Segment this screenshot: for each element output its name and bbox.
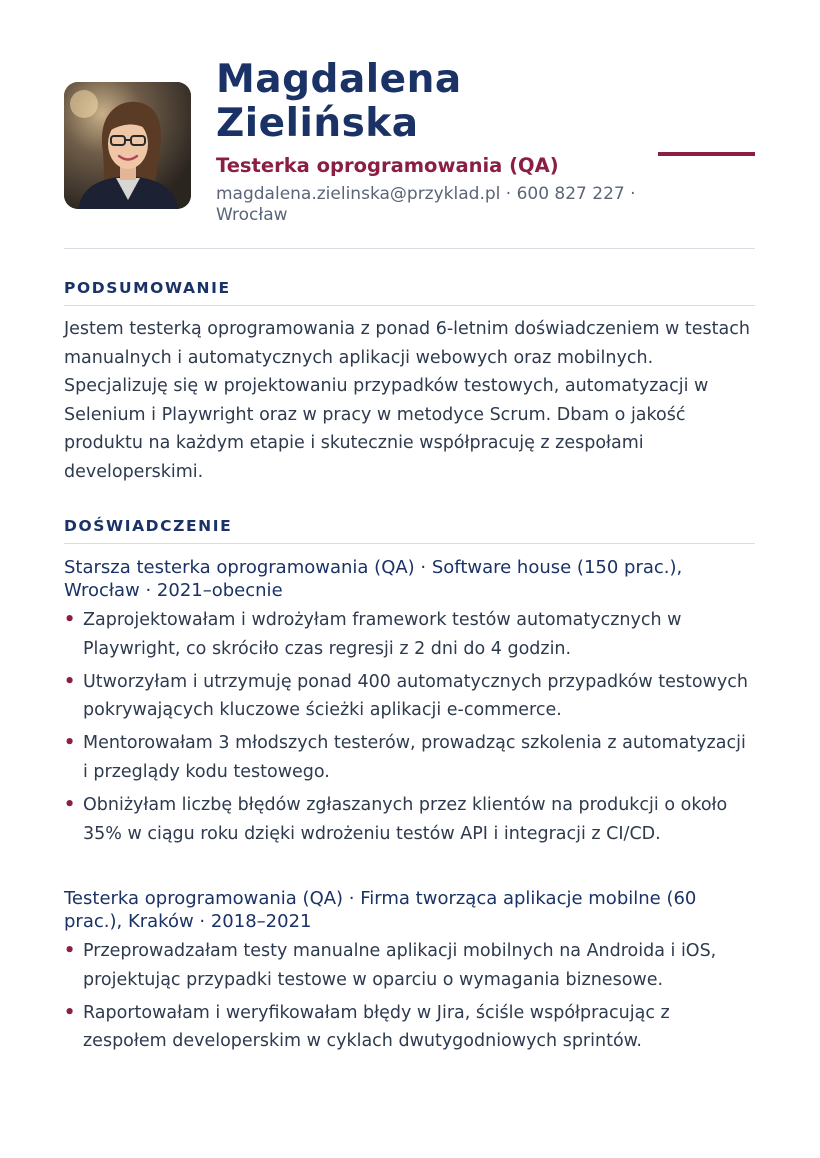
list-item	[64, 999, 755, 1057]
bullet-icon: •	[64, 941, 76, 961]
profile-photo	[64, 82, 191, 209]
header-divider	[64, 248, 755, 249]
bullet-icon: •	[64, 671, 76, 692]
summary-text: Jestem testerką oprogramowania z ponad 6-letnim doświadczeniem w testach manualnych i automatycznych aplikacji webowych oraz mobilnych. Specjalizuję się w projektowaniu przypadków testowych, automatyzacji w Selenium i Playwright oraz w pracy w metodyce Scrum. Dbam o jakość produktu na każdym etapie i skutecznie współpracuję z zespołami developerskimi.	[64, 319, 750, 482]
bullet-text: Przeprowadzałam testy manualne aplikacji mobilnych na Androida i iOS, projektując przypadki testowe w oparciu o wymagania biznesowe.	[83, 941, 717, 990]
profile-photo-illustration	[64, 82, 191, 209]
job-header: Starsza testerka oprogramowania (QA) · Software house (150 prac.), Wrocław · 2021–obecnie	[64, 557, 683, 601]
candidate-first-name: Magdalena	[216, 57, 462, 102]
bullet-text: Obniżyłam liczbę błędów zgłaszanych przez klientów na produkcji o około 35% w ciągu roku dzięki wdrożeniu testów API i integracji z CI/CD.	[83, 794, 728, 844]
name-block	[216, 58, 636, 226]
list-item	[64, 729, 755, 787]
resume-header	[64, 58, 755, 234]
experience-section-title: DOŚWIADCZENIE	[64, 517, 755, 544]
bullet-icon: •	[64, 733, 76, 754]
candidate-name	[216, 58, 636, 146]
candidate-role: Testerka oprogramowania (QA)	[216, 154, 559, 177]
bullet-text: Zaprojektowałam i wdrożyłam framework testów automatycznych w Playwright, co skróciło czas regresji z 2 dni do 4 godzin.	[83, 610, 682, 659]
job-bullet-list	[64, 937, 755, 1056]
job-header: Testerka oprogramowania (QA) · Firma tworząca aplikacje mobilne (60 prac.), Kraków · 2018–2021	[64, 888, 697, 932]
job-bullet-list	[64, 606, 755, 848]
list-item	[64, 606, 755, 664]
list-item	[64, 937, 755, 995]
contact-info: magdalena.zielinska@przyklad.pl · 600 827 227 · Wrocław	[216, 184, 636, 225]
job-entry	[64, 887, 755, 1060]
bullet-icon: •	[64, 610, 76, 630]
bullet-text: Utworzyłam i utrzymuję ponad 400 automatycznych przypadków testowych pokrywających kluczowe ścieżki aplikacji e-commerce.	[83, 671, 748, 721]
list-item	[64, 668, 755, 726]
candidate-last-name: Zielińska	[216, 101, 419, 146]
summary-section-title: PODSUMOWANIE	[64, 279, 755, 306]
accent-bar	[658, 152, 755, 156]
bullet-text: Raportowałam i weryfikowałam błędy w Jira, ściśle współpracując z zespołem developerskim w cyklach dwutygodniowych sprintów.	[83, 1002, 670, 1052]
job-entry	[64, 556, 755, 852]
resume-page	[64, 0, 755, 1158]
bullet-icon: •	[64, 1002, 76, 1023]
bullet-icon: •	[64, 794, 76, 815]
bullet-text: Mentorowałam 3 młodszych testerów, prowadząc szkolenia z automatyzacji i przeglądy kodu testowego.	[83, 733, 746, 782]
list-item	[64, 791, 755, 849]
